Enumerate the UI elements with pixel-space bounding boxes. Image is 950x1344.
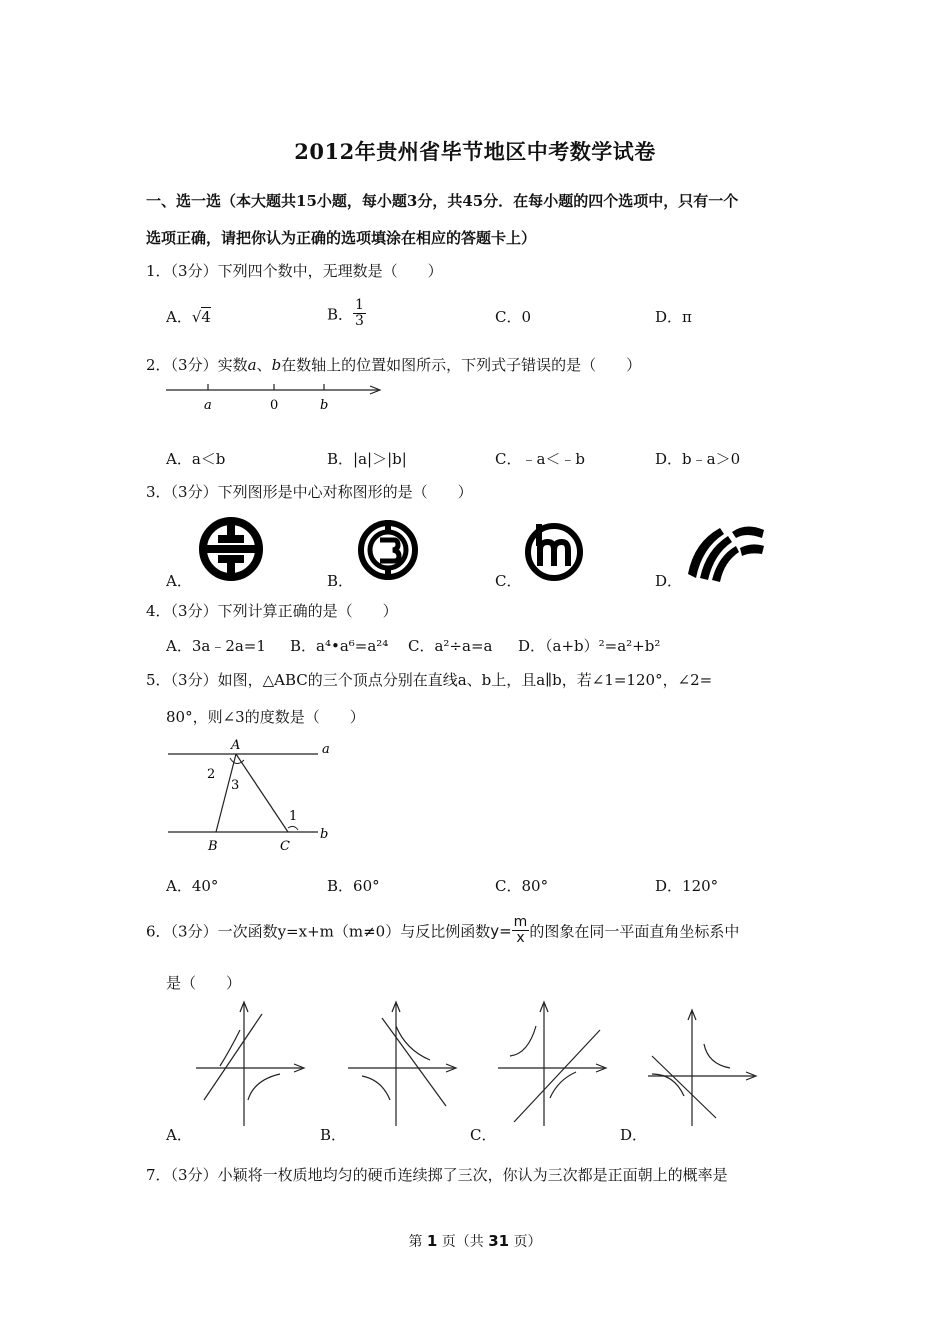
question-7-stem: 7．（3分）小颖将一枚质地均匀的硬币连续掷了三次，你认为三次都是正面朝上的概率是 — [146, 1166, 728, 1184]
angle-label-3: 3 — [231, 778, 240, 793]
question-6-option-b: B． — [320, 1126, 347, 1144]
number-line-figure — [160, 378, 390, 418]
logo-b — [356, 516, 420, 584]
question-5-option-c: C．80° — [495, 877, 549, 895]
sqrt-sign: √ — [191, 308, 202, 326]
graph-d — [646, 1008, 760, 1128]
question-1-option-a: A．√4 — [166, 308, 211, 326]
question-1-option-c: C．0 — [495, 308, 532, 326]
question-2-stem: 2．（3分）实数a、b在数轴上的位置如图所示，下列式子错误的是（ ） — [146, 356, 642, 374]
page-title: 2012年贵州省毕节地区中考数学试卷 — [294, 139, 656, 164]
question-3-stem: 3．（3分）下列图形是中心对称图形的是（ ） — [146, 483, 473, 501]
question-6-option-c: C． — [470, 1126, 497, 1144]
question-5-option-b: B．60° — [327, 877, 380, 895]
question-3-option-c: C． — [495, 572, 522, 590]
question-1-stem: 1．（3分）下列四个数中，无理数是（ ） — [146, 262, 443, 280]
question-2-option-d: D．b﹣a＞0 — [655, 450, 741, 468]
logo-a — [196, 515, 266, 583]
question-5-stem-line2: 80°，则∠3的度数是（ ） — [166, 708, 365, 726]
question-3-option-a: A． — [166, 572, 192, 590]
question-2-option-b: B．|a|＞|b| — [327, 450, 407, 468]
angle-label-1: 1 — [289, 809, 298, 824]
fraction-one-third: $\frac{1}{3}$ — [355, 297, 364, 330]
question-6-option-a: A． — [166, 1126, 192, 1144]
question-4-option-a: A．3a﹣2a=1 — [166, 637, 266, 655]
section-header-line1: 一、选一选（本大题共15小题，每小题3分，共45分．在每小题的四个选项中，只有一个 — [146, 192, 739, 210]
logo-d — [684, 520, 766, 582]
fraction-m-over-x: $\frac{m}{x}$ — [513, 914, 528, 947]
question-1-option-d: D．π — [655, 308, 692, 326]
question-4-stem: 4．（3分）下列计算正确的是（ ） — [146, 602, 398, 620]
vertex-label-C: C — [280, 839, 290, 854]
vertex-label-B: B — [208, 839, 218, 854]
question-3-option-b: B． — [327, 572, 354, 590]
triangle-parallel-lines-figure — [160, 734, 340, 856]
question-4-option-b: B．a⁴•a⁶=a²⁴ — [290, 637, 389, 655]
question-6-option-d: D． — [620, 1126, 648, 1144]
axis-label-b: b — [320, 398, 329, 413]
question-1-option-b: B． $\frac{1}{3}$ — [327, 297, 364, 330]
angle-label-2: 2 — [207, 767, 216, 782]
graph-c — [496, 1000, 610, 1128]
question-5-option-a: A．40° — [166, 877, 219, 895]
question-6-stem-line2: 是（ ） — [166, 974, 242, 992]
question-4-option-d: D．（a+b）²=a²+b² — [518, 637, 661, 655]
total-pages: 31 — [488, 1232, 510, 1250]
graph-b — [346, 1000, 460, 1128]
line-label-b: b — [320, 827, 329, 842]
axis-label-zero: 0 — [270, 398, 279, 413]
question-2-option-a: A．a＜b — [166, 450, 226, 468]
graph-a — [194, 1000, 308, 1128]
question-2-option-c: C．﹣a＜﹣b — [495, 450, 586, 468]
question-6-stem: 6．（3分）一次函数y=x+m（m≠0）与反比例函数y= $\frac{m}{x}$ 的图象在同一平面直角坐标系中 — [146, 914, 740, 947]
question-4-option-c: C．a²÷a=a — [408, 637, 493, 655]
question-5-stem-line1: 5．（3分）如图，△ABC的三个顶点分别在直线a、b上，且a∥b，若∠1=120°，∠2= — [146, 671, 713, 689]
section-header-line2: 选项正确，请把你认为正确的选项填涂在相应的答题卡上） — [146, 229, 537, 247]
question-5-option-d: D．120° — [655, 877, 719, 895]
question-3-option-d: D． — [655, 572, 683, 590]
axis-label-a: a — [204, 398, 212, 413]
vertex-label-A: A — [231, 738, 241, 753]
page-footer: 第 1 页（共 31 页） — [408, 1232, 542, 1250]
line-label-a: a — [322, 742, 330, 757]
page-number: 1 — [426, 1232, 438, 1250]
logo-c — [522, 520, 586, 584]
